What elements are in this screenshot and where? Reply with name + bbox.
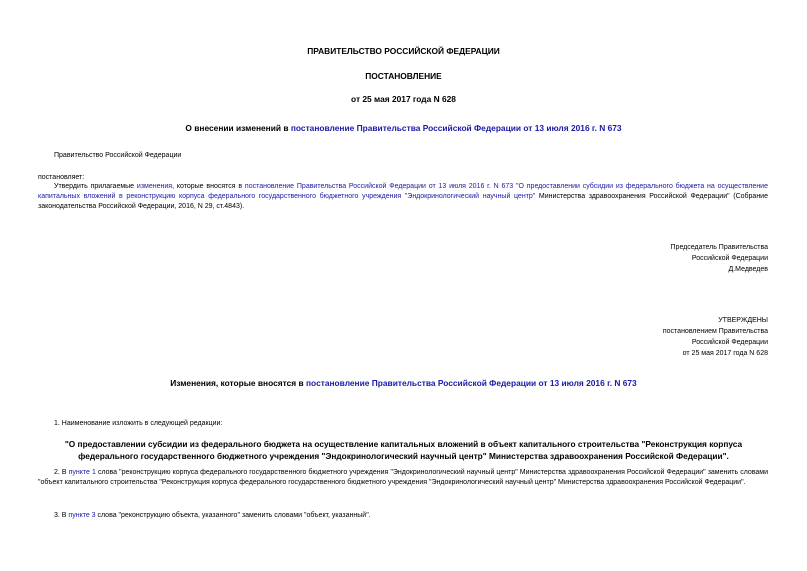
approval-country: Российской Федерации: [691, 339, 768, 346]
government-heading: ПРАВИТЕЛЬСТВО РОССИЙСКОЙ ФЕДЕРАЦИИ: [307, 46, 500, 56]
resolution-link[interactable]: постановление Правительства Российской Федерации от 13 июля 2016 г. N 673 "О предоставлении субсидии из федерального бюджета на осуществление капитальных вложений в реконструкцию корпуса федерального государственного бюджетного учреждения "Эндокринологический научный центр": [38, 183, 768, 200]
changes-title: [0, 378, 807, 389]
approval-date: от 25 мая 2017 года N 628: [682, 350, 768, 357]
changes-title-prefix: Изменения, которые вносятся в: [170, 378, 306, 388]
changes-title-link[interactable]: постановление Правительства Российской Федерации от 13 июля 2016 г. N 673: [306, 378, 637, 388]
change-item-3: [54, 511, 371, 521]
p1-text-a: Утвердить прилагаемые: [54, 183, 137, 190]
item2-text-b: слова "реконструкцию корпуса федерального государственного бюджетного учреждения "Эндокринологический научный центр" Министерства здравоохранения Российской Федерации" заменить словами "объект капитального строительства "Реконструкция корпуса федерального государственного бюджетного учреждения "Эндокринологический научный центр" Министерства здравоохранения Российской Федерации".: [38, 469, 769, 486]
item3-link[interactable]: пункте 3: [68, 512, 96, 519]
change-item-1: 1. Наименование изложить в следующей редакции:: [54, 420, 223, 427]
new-name-quote: "О предоставлении субсидии из федерального бюджета на осуществление капитальных вложений в объект капитального строительства "Реконструкция корпуса федерального государственного бюджетного учреждения "Эндокринологический научный центр" Министерства здравоохранения Российской Федерации".: [64, 439, 743, 461]
item2-text-a: 2. В: [54, 469, 69, 476]
p1-text-b: , которые вносятся в: [172, 183, 245, 190]
decrees-label: постановляет:: [38, 174, 85, 181]
item2-link[interactable]: пункте 1: [68, 469, 96, 476]
document-date-number: от 25 мая 2017 года N 628: [351, 94, 456, 104]
changes-link[interactable]: изменения: [136, 183, 173, 190]
signature-name: Д.Медведев: [728, 266, 768, 273]
item3-text-a: 3. В: [54, 512, 69, 519]
document-title: [0, 123, 807, 134]
decree-paragraph: [38, 182, 768, 212]
signature-position: Председатель Правительства: [670, 244, 768, 251]
item3-text-b: слова "реконструкцию объекта, указанного" заменить словами "объект, указанный".: [95, 512, 371, 519]
title-link[interactable]: постановление Правительства Российской Федерации от 13 июля 2016 г. N 673: [290, 123, 622, 133]
p1-text-c: Министерства здравоохранения Российской Федерации" (Собрание законодательства Российской Федерации, 2016, N 29, ст.4843).: [38, 193, 768, 210]
signature-country: Российской Федерации: [691, 255, 768, 262]
approval-by: постановлением Правительства: [662, 328, 768, 335]
document-type: ПОСТАНОВЛЕНИЕ: [365, 71, 442, 81]
title-prefix: О внесении изменений в: [185, 123, 291, 133]
approval-label: УТВЕРЖДЕНЫ: [718, 317, 768, 324]
change-item-2: [38, 468, 768, 488]
government-label: Правительство Российской Федерации: [54, 152, 182, 159]
